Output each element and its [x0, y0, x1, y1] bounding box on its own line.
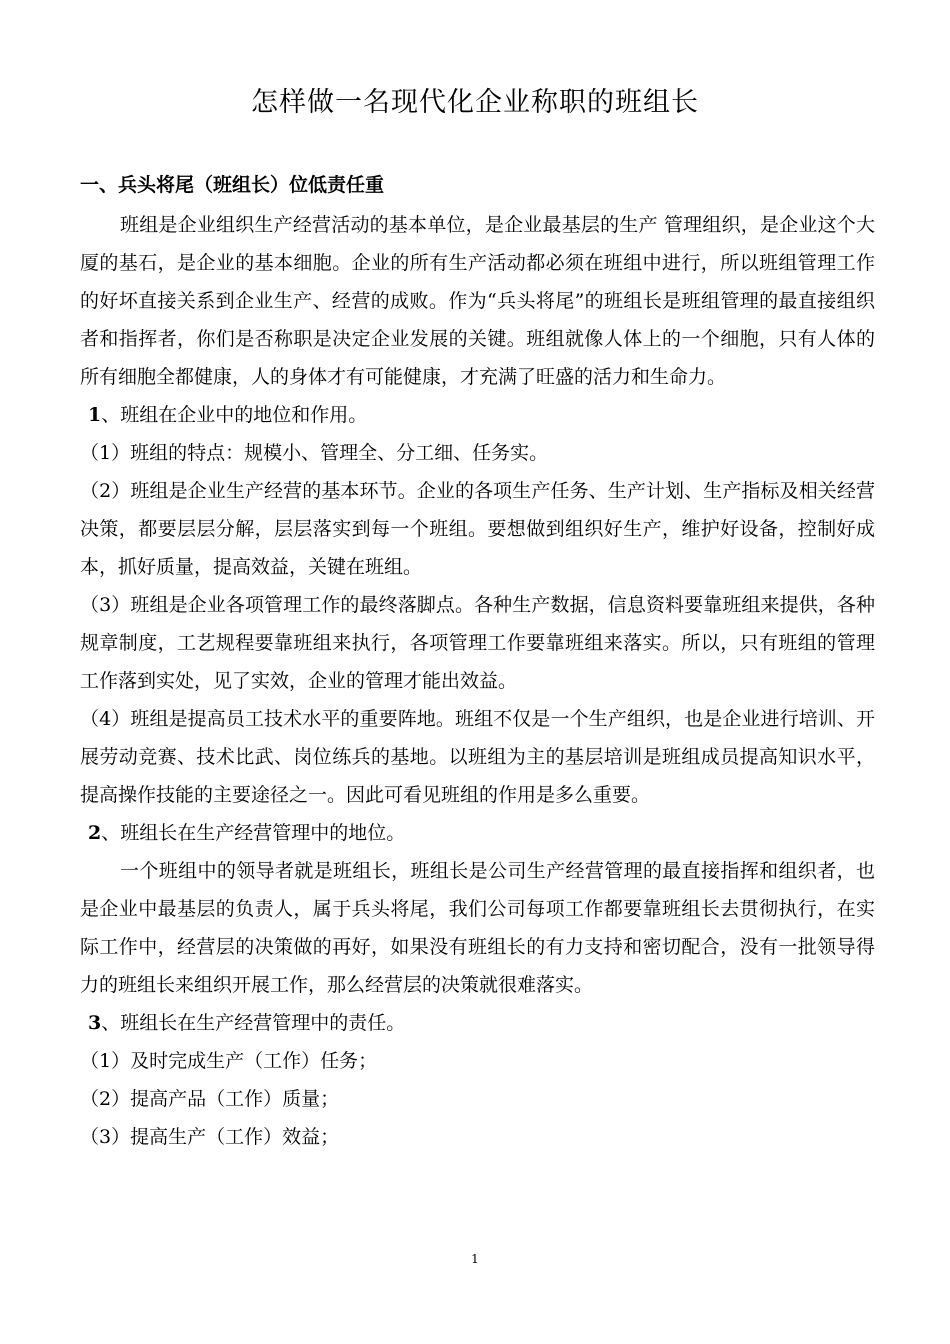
item-3-point-1: （1）及时完成生产（工作）任务； [80, 1050, 378, 1072]
item-1-point-2: （2）班组是企业生产经营的基本环节。企业的各项生产任务、生产计划、生产指标及相关经营决策，都要层层分解，层层落实到每一个班组。要想做到组织好生产，维护好设备，控制好成本，抓好质量，提高效益，关键在班组。 [80, 480, 875, 578]
item-1-point-4: （4）班组是提高员工技术水平的重要阵地。班组不仅是一个生产组织，也是企业进行培训、开展劳动竞赛、技术比武、岗位练兵的基地。以班组为主的基层培训是班组成员提高知识水平，提高操作技能的主要途径之一。因此可看见班组的作用是多么重要。 [80, 708, 875, 806]
item-2-heading [80, 814, 875, 852]
section-body [80, 206, 875, 1156]
item-1-point-3: （3）班组是企业各项管理工作的最终落脚点。各种生产数据，信息资料要靠班组来提供，各种规章制度，工艺规程要靠班组来执行，各项管理工作要靠班组来落实。所以，只有班组的管理工作落到实处，见了实效，企业的管理才能出效益。 [80, 594, 875, 692]
section-heading: 一、兵头将尾（班组长）位低责任重 [80, 174, 385, 196]
item-3-point-3: （3）提高生产（工作）效益； [80, 1126, 340, 1148]
intro-paragraph: 班组是企业组织生产经营活动的基本单位，是企业最基层的生产 管理组织，是企业这个大厦的基石，是企业的基本细胞。企业的所有生产活动都必须在班组中进行，所以班组管理工作的好坏直接关系到企业生产、经营的成败。作为“兵头将尾”的班组长是班组管理的最直接组织者和指挥者，你们是否称职是决定企业发展的关键。班组就像人体上的一个细胞，只有人体的所有细胞全都健康，人的身体才有可能健康，才充满了旺盛的活力和生命力。 [80, 214, 875, 388]
item-1-heading [80, 396, 875, 434]
page-number: 1 [471, 1252, 479, 1266]
item-3-number: 3 [88, 1012, 102, 1034]
item-3-point-2: （2）提高产品（工作）质量； [80, 1088, 340, 1110]
item-1-text: 、班组在企业中的地位和作用。 [101, 404, 368, 426]
item-2-number: 2 [88, 822, 102, 844]
item-2-paragraph: 一个班组中的领导者就是班组长，班组长是公司生产经营管理的最直接指挥和组织者，也是企业中最基层的负责人，属于兵头将尾，我们公司每项工作都要靠班组长去贯彻执行，在实际工作中，经营层的决策做的再好，如果没有班组长的有力支持和密切配合，没有一批领导得力的班组长来组织开展工作，那么经营层的决策就很难落实。 [80, 860, 875, 996]
item-3-heading [80, 1004, 875, 1042]
item-2-text: 、班组长在生产经营管理中的地位。 [101, 822, 406, 844]
item-1-point-1: （1）班组的特点：规模小、管理全、分工细、任务实。 [80, 442, 549, 464]
document-title: 怎样做一名现代化企业称职的班组长 [251, 87, 699, 118]
item-1-number: 1 [88, 404, 102, 426]
item-3-text: 、班组长在生产经营管理中的责任。 [101, 1012, 406, 1034]
